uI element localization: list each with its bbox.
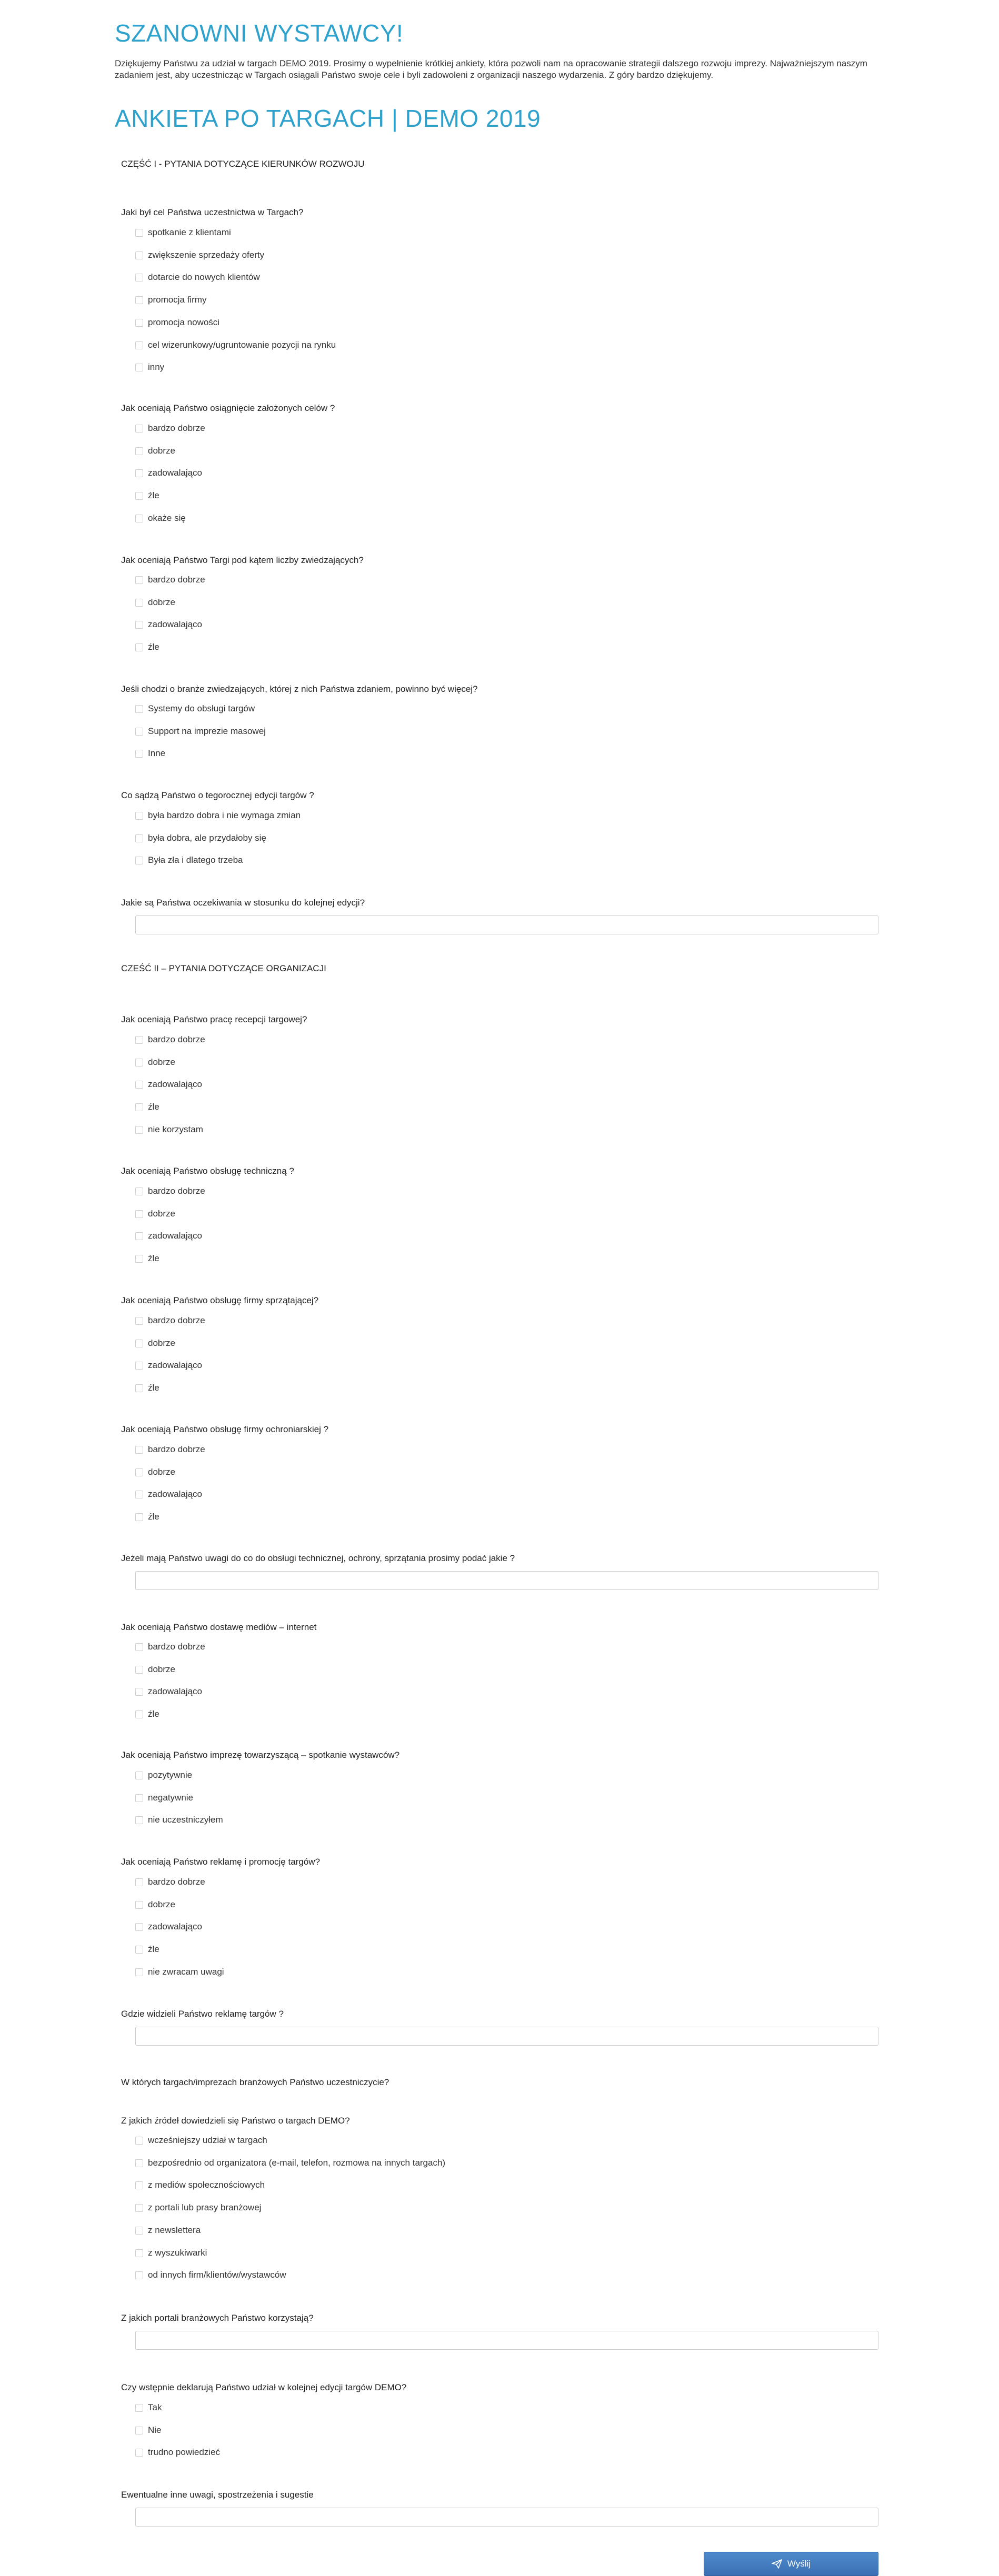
section-part1-heading: CZĘŚĆ I - PYTANIA DOTYCZĄCE KIERUNKÓW ROZWOJU: [121, 159, 365, 169]
option-item[interactable]: [135, 362, 164, 373]
option-item[interactable]: [135, 810, 301, 821]
option-label: dobrze: [148, 446, 175, 456]
option-label: z wyszukiwarki: [148, 2248, 207, 2258]
option-checkbox[interactable]: [135, 1384, 143, 1392]
option-label: inny: [148, 362, 165, 372]
option-checkbox[interactable]: [135, 576, 143, 584]
option-checkbox[interactable]: [135, 2404, 143, 2412]
option-item[interactable]: [135, 2180, 265, 2190]
option-label: wcześniejszy udział w targach: [148, 2135, 267, 2145]
option-label: bardzo dobrze: [148, 1315, 205, 1325]
option-label: źle: [148, 642, 159, 652]
option-item[interactable]: [135, 1315, 205, 1326]
option-label: zwiększenie sprzedaży oferty: [148, 250, 265, 260]
option-checkbox[interactable]: [135, 1968, 143, 1976]
option-item[interactable]: [135, 423, 205, 434]
option-checkbox[interactable]: [135, 1340, 143, 1347]
option-item[interactable]: [135, 1383, 159, 1393]
option-checkbox[interactable]: [135, 2227, 143, 2235]
option-item[interactable]: [135, 642, 159, 652]
option-item[interactable]: [135, 1253, 159, 1264]
option-label: źle: [148, 1709, 159, 1719]
intro-text: Dziękujemy Państwu za udział w targach DEMO 2019. Prosimy o wypełnienie krótkiej ankiety, która pozwoli nam na opracowanie strategii dalszego rozwoju imprezy. Najważniejszym naszym zadaniem jest, aby uczestnicząc w Targach osiągali Państwo swoje cele i byli zadowoleni z organizacji naszego wydarzenia. Z góry bardzo dziękujemy.: [115, 58, 867, 80]
option-item[interactable]: [135, 1877, 205, 1887]
option-label: dobrze: [148, 1467, 175, 1477]
option-item[interactable]: [135, 855, 243, 866]
option-checkbox[interactable]: [135, 2137, 143, 2145]
option-item[interactable]: [135, 2202, 261, 2213]
option-item[interactable]: [135, 575, 205, 585]
option-label: bezpośrednio od organizatora (e-mail, telefon, rozmowa na innych targach): [148, 2158, 446, 2168]
option-checkbox[interactable]: [135, 621, 143, 629]
option-label: nie korzystam: [148, 1124, 203, 1134]
option-item[interactable]: [135, 1467, 175, 1477]
option-checkbox[interactable]: [135, 515, 143, 522]
option-label: spotkanie z klientami: [148, 227, 231, 237]
question-label: Ewentualne inne uwagi, spostrzeżenia i sugestie: [121, 2490, 314, 2500]
option-label: cel wizerunkowy/ugruntowanie pozycji na rynku: [148, 340, 336, 350]
option-checkbox[interactable]: [135, 2271, 143, 2279]
option-checkbox[interactable]: [135, 447, 143, 455]
question-label: Jak oceniają Państwo osiągnięcie założonych celów ?: [121, 403, 335, 413]
option-label: bardzo dobrze: [148, 1186, 205, 1196]
option-label: zadowalająco: [148, 1360, 203, 1370]
option-checkbox[interactable]: [135, 1468, 143, 1476]
page-title: SZANOWNI WYSTAWCY!: [115, 19, 404, 47]
option-item[interactable]: [135, 748, 165, 759]
option-checkbox[interactable]: [135, 1772, 143, 1779]
option-label: bardzo dobrze: [148, 1444, 205, 1454]
question-label: Jak oceniają Państwo imprezę towarzyszącą – spotkanie wystawców?: [121, 1750, 400, 1760]
option-checkbox[interactable]: [135, 1946, 143, 1954]
option-checkbox[interactable]: [135, 2159, 143, 2167]
option-checkbox[interactable]: [135, 229, 143, 237]
option-checkbox[interactable]: [135, 319, 143, 327]
option-checkbox[interactable]: [135, 643, 143, 651]
question-label: Jakie są Państwa oczekiwania w stosunku do kolejnej edycji?: [121, 898, 365, 908]
option-label: dobrze: [148, 597, 175, 607]
option-label: promocja nowości: [148, 317, 220, 327]
option-item[interactable]: [135, 597, 175, 608]
option-item[interactable]: [135, 2425, 162, 2436]
option-checkbox[interactable]: [135, 425, 143, 432]
option-item[interactable]: [135, 1899, 175, 1910]
option-checkbox[interactable]: [135, 341, 143, 349]
option-label: była bardzo dobra i nie wymaga zmian: [148, 810, 301, 820]
option-checkbox[interactable]: [135, 2427, 143, 2434]
option-label: Systemy do obsługi targów: [148, 703, 255, 713]
question-label: Gdzie widzieli Państwo reklamę targów ?: [121, 2009, 284, 2019]
option-label: bardzo dobrze: [148, 1877, 205, 1887]
option-label: dobrze: [148, 1209, 175, 1219]
option-label: dotarcie do nowych klientów: [148, 272, 260, 282]
option-item[interactable]: [135, 2447, 220, 2458]
option-item[interactable]: [135, 1444, 205, 1455]
option-item[interactable]: [135, 1709, 159, 1719]
option-label: źle: [148, 1944, 159, 1954]
option-checkbox[interactable]: [135, 296, 143, 304]
option-checkbox[interactable]: [135, 492, 143, 500]
option-item[interactable]: [135, 703, 255, 714]
option-item[interactable]: [135, 1057, 175, 1068]
option-checkbox[interactable]: [135, 1878, 143, 1886]
option-checkbox[interactable]: [135, 469, 143, 477]
option-item[interactable]: [135, 1770, 192, 1780]
option-checkbox[interactable]: [135, 599, 143, 607]
option-item[interactable]: [135, 2402, 162, 2413]
option-label: zadowalająco: [148, 1921, 203, 1931]
option-item[interactable]: [135, 446, 175, 456]
option-item[interactable]: [135, 1686, 202, 1697]
question-label: Jak oceniają Państwo dostawę mediów – internet: [121, 1622, 317, 1632]
answer-text-field[interactable]: [135, 2508, 878, 2527]
option-checkbox[interactable]: [135, 1710, 143, 1718]
option-label: Inne: [148, 748, 166, 758]
question-label: Jak oceniają Państwo Targi pod kątem liczby zwiedzających?: [121, 555, 364, 565]
option-label: pozytywnie: [148, 1770, 193, 1780]
option-label: dobrze: [148, 1057, 175, 1067]
option-label: zadowalająco: [148, 619, 203, 629]
option-checkbox[interactable]: [135, 2204, 143, 2212]
option-item[interactable]: [135, 1793, 193, 1803]
option-label: źle: [148, 490, 159, 500]
option-checkbox[interactable]: [135, 251, 143, 259]
option-item[interactable]: [135, 1079, 202, 1090]
option-checkbox[interactable]: [135, 728, 143, 736]
option-checkbox[interactable]: [135, 1081, 143, 1089]
answer-text-field[interactable]: [135, 2027, 878, 2046]
option-label: z mediów społecznościowych: [148, 2180, 265, 2190]
option-checkbox[interactable]: [135, 1126, 143, 1134]
option-item[interactable]: [135, 468, 202, 478]
option-checkbox[interactable]: [135, 1255, 143, 1263]
option-item[interactable]: [135, 1186, 205, 1196]
option-label: trudno powiedzieć: [148, 2447, 221, 2457]
option-checkbox[interactable]: [135, 1210, 143, 1218]
option-checkbox[interactable]: [135, 274, 143, 281]
option-checkbox[interactable]: [135, 750, 143, 758]
option-item[interactable]: [135, 1512, 159, 1522]
option-item[interactable]: [135, 250, 264, 260]
question-label: Jeśli chodzi o branże zwiedzających, której z nich Państwa zdaniem, powinno być więcej?: [121, 684, 478, 694]
question-label: W których targach/imprezach branżowych Państwo uczestniczycie?: [121, 2077, 389, 2087]
option-checkbox[interactable]: [135, 1036, 143, 1044]
option-item[interactable]: [135, 1944, 159, 1955]
option-checkbox[interactable]: [135, 1232, 143, 1240]
option-item[interactable]: [135, 490, 159, 501]
option-label: promocja firmy: [148, 295, 207, 305]
option-item[interactable]: [135, 1209, 175, 1219]
option-label: z portali lub prasy branżowej: [148, 2202, 262, 2212]
option-item[interactable]: [135, 1642, 205, 1652]
option-label: okaże się: [148, 513, 186, 523]
option-checkbox[interactable]: [135, 1666, 143, 1674]
option-label: dobrze: [148, 1664, 175, 1674]
option-item[interactable]: [135, 833, 266, 843]
option-checkbox[interactable]: [135, 364, 143, 371]
option-label: negatywnie: [148, 1793, 194, 1803]
option-checkbox[interactable]: [135, 1688, 143, 1696]
option-item[interactable]: [135, 1102, 159, 1112]
option-item[interactable]: [135, 1489, 202, 1500]
option-label: dobrze: [148, 1899, 175, 1909]
option-item[interactable]: [135, 619, 202, 630]
option-checkbox[interactable]: [135, 1059, 143, 1066]
option-checkbox[interactable]: [135, 1901, 143, 1909]
option-label: bardzo dobrze: [148, 575, 205, 585]
paper-plane-icon: [772, 2559, 782, 2569]
option-item[interactable]: [135, 1360, 202, 1371]
option-label: źle: [148, 1383, 159, 1393]
option-item[interactable]: [135, 340, 336, 350]
option-item[interactable]: [135, 1921, 202, 1932]
option-item[interactable]: [135, 1664, 175, 1675]
option-item[interactable]: [135, 227, 231, 238]
option-label: bardzo dobrze: [148, 1034, 205, 1044]
option-checkbox[interactable]: [135, 1643, 143, 1651]
option-checkbox[interactable]: [135, 812, 143, 820]
option-label: nie uczestniczyłem: [148, 1815, 223, 1825]
option-checkbox[interactable]: [135, 1816, 143, 1824]
question-label: Z jakich źródeł dowiedzieli się Państwo o targach DEMO?: [121, 2116, 350, 2126]
option-checkbox[interactable]: [135, 834, 143, 842]
question-label: Z jakich portali branżowych Państwo korzystają?: [121, 2313, 314, 2323]
answer-text-field[interactable]: [135, 915, 878, 934]
option-item[interactable]: [135, 2135, 267, 2146]
question-label: Jaki był cel Państwa uczestnictwa w Targach?: [121, 207, 304, 217]
option-label: Była zła i dlatego trzeba: [148, 855, 243, 865]
answer-text-field[interactable]: [135, 2331, 878, 2350]
question-label: Czy wstępnie deklarują Państwo udział w kolejnej edycji targów DEMO?: [121, 2382, 407, 2392]
question-label: Jak oceniają Państwo obsługę techniczną ?: [121, 1166, 294, 1176]
option-checkbox[interactable]: [135, 1362, 143, 1370]
option-label: Tak: [148, 2402, 162, 2412]
question-label: Jak oceniają Państwo reklamę i promocję targów?: [121, 1857, 320, 1867]
option-checkbox[interactable]: [135, 1188, 143, 1195]
option-item[interactable]: [135, 2248, 207, 2258]
option-checkbox[interactable]: [135, 857, 143, 864]
option-checkbox[interactable]: [135, 1317, 143, 1325]
option-checkbox[interactable]: [135, 1446, 143, 1454]
option-label: zadowalająco: [148, 1079, 203, 1089]
option-item[interactable]: [135, 1815, 223, 1825]
option-label: od innych firm/klientów/wystawców: [148, 2270, 286, 2280]
option-item[interactable]: [135, 1124, 203, 1135]
question-label: Jak oceniają Państwo obsługę firmy ochroniarskiej ?: [121, 1424, 329, 1434]
option-label: zadowalająco: [148, 1231, 203, 1241]
submit-button[interactable]: [704, 2552, 878, 2576]
option-checkbox[interactable]: [135, 705, 143, 713]
option-checkbox[interactable]: [135, 1103, 143, 1111]
option-item[interactable]: [135, 317, 219, 328]
option-checkbox[interactable]: [135, 2249, 143, 2257]
option-item[interactable]: [135, 1034, 205, 1045]
option-label: źle: [148, 1253, 159, 1263]
option-item[interactable]: [135, 513, 186, 524]
option-label: zadowalająco: [148, 1686, 203, 1696]
option-item[interactable]: [135, 1338, 175, 1349]
option-label: była dobra, ale przydałoby się: [148, 833, 266, 843]
submit-label: Wyślij: [787, 2559, 811, 2569]
option-item[interactable]: [135, 2225, 201, 2236]
option-label: bardzo dobrze: [148, 1642, 205, 1652]
option-checkbox[interactable]: [135, 1491, 143, 1498]
option-label: zadowalająco: [148, 468, 203, 478]
question-label: Jeżeli mają Państwo uwagi do co do obsługi technicznej, ochrony, sprzątania prosimy podać jakie ?: [121, 1553, 515, 1563]
option-item[interactable]: [135, 726, 266, 737]
question-label: Co sądzą Państwo o tegorocznej edycji targów ?: [121, 790, 314, 800]
option-checkbox[interactable]: [135, 1513, 143, 1521]
option-label: nie zwracam uwagi: [148, 1967, 224, 1977]
option-label: Support na imprezie masowej: [148, 726, 266, 736]
question-label: Jak oceniają Państwo obsługę firmy sprzątającej?: [121, 1295, 319, 1305]
option-label: źle: [148, 1102, 159, 1112]
option-item[interactable]: [135, 2158, 445, 2168]
option-item[interactable]: [135, 295, 206, 305]
option-label: z newslettera: [148, 2225, 201, 2235]
option-item[interactable]: [135, 2270, 286, 2280]
option-label: źle: [148, 1512, 159, 1522]
question-label: Jak oceniają Państwo pracę recepcji targowej?: [121, 1014, 307, 1024]
option-label: Nie: [148, 2425, 162, 2435]
option-label: zadowalająco: [148, 1489, 203, 1499]
option-checkbox[interactable]: [135, 2181, 143, 2189]
option-checkbox[interactable]: [135, 2449, 143, 2457]
option-item[interactable]: [135, 1967, 224, 1977]
answer-text-field[interactable]: [135, 1571, 878, 1590]
section-part2-heading: CZEŚĆ II – PYTANIA DOTYCZĄCE ORGANIZACJI: [121, 963, 326, 973]
option-item[interactable]: [135, 272, 260, 283]
survey-title: ANKIETA PO TARGACH | DEMO 2019: [115, 105, 541, 132]
option-label: dobrze: [148, 1338, 175, 1348]
option-checkbox[interactable]: [135, 1794, 143, 1802]
option-item[interactable]: [135, 1231, 202, 1241]
option-label: bardzo dobrze: [148, 423, 205, 433]
option-checkbox[interactable]: [135, 1923, 143, 1931]
